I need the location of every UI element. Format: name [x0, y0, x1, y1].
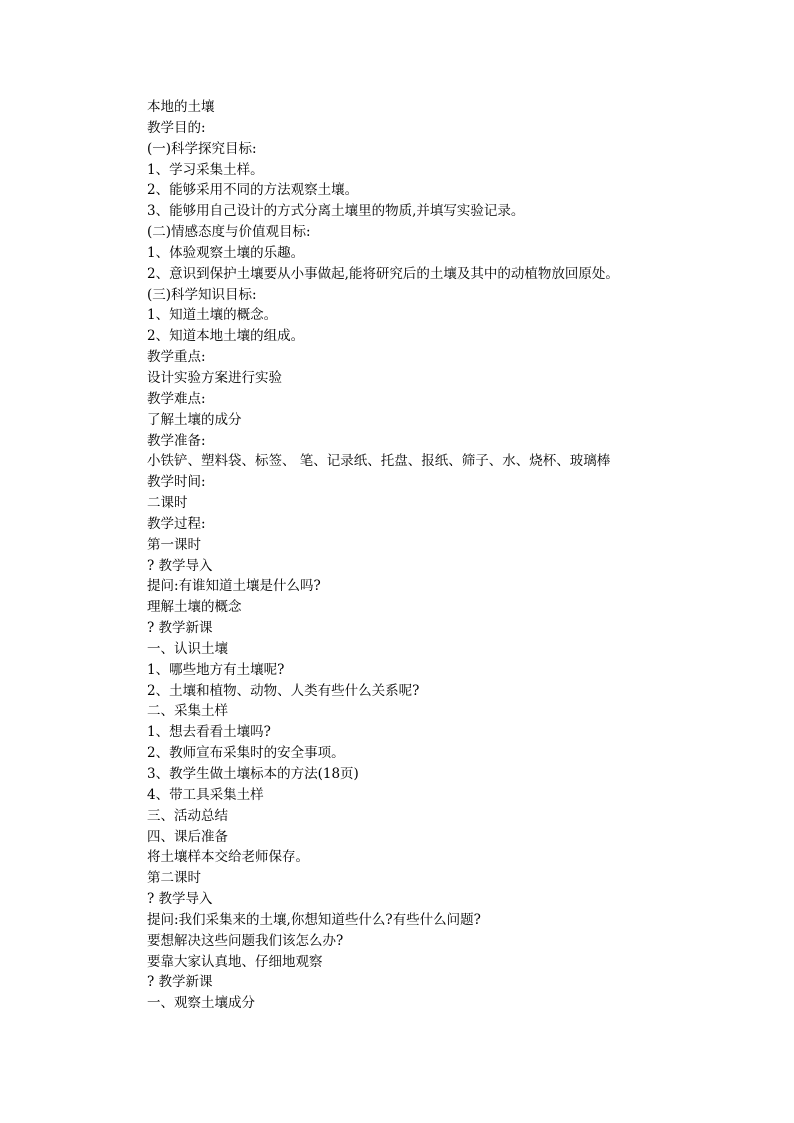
document-line: 3、能够用自己设计的方式分离土壤里的物质,并填写实验记录。	[147, 203, 525, 220]
document-line: 教学过程:	[147, 515, 206, 532]
document-line: 3、教学生做土壤标本的方法(18页)	[147, 766, 359, 782]
document-line: 一、观察土壤成分	[147, 995, 255, 1012]
document-line: 三、活动总结	[147, 807, 228, 824]
document-line: 第二课时	[147, 870, 201, 887]
document-line: 1、学习采集土样。	[147, 161, 264, 178]
document-line: 教学目的:	[147, 119, 206, 136]
document-page	[147, 97, 747, 1014]
document-line: 二、采集土样	[147, 703, 228, 720]
document-line: (一)科学探究目标:	[147, 140, 257, 157]
document-line: 1、体验观察土壤的乐趣。	[147, 244, 305, 261]
document-line: 小铁铲、塑料袋、标签、 笔、记录纸、托盘、报纸、筛子、水、烧杯、玻璃棒	[147, 453, 611, 470]
document-line: 4、带工具采集土样	[147, 786, 264, 803]
document-line: 2、知道本地土壤的组成。	[147, 328, 305, 345]
document-line: (二)情感态度与价值观目标:	[147, 224, 311, 241]
document-line: 一、认识土壤	[147, 640, 228, 657]
document-line: 提问:我们采集来的土壤,你想知道些什么?有些什么问题?	[147, 911, 481, 928]
document-line: ? 教学导入	[147, 891, 213, 908]
document-line: 1、哪些地方有土壤呢?	[147, 661, 285, 678]
document-line: 要靠大家认真地、仔细地观察	[147, 953, 323, 970]
document-line: 四、课后准备	[147, 828, 228, 845]
document-line: 2、能够采用不同的方法观察土壤。	[147, 182, 359, 199]
document-line: 了解土壤的成分	[147, 411, 242, 428]
document-line: 本地的土壤	[147, 99, 215, 115]
document-line: 提问:有谁知道土壤是什么吗?	[147, 578, 321, 595]
document-line: 将土壤样本交给老师保存。	[147, 849, 309, 866]
document-line: 教学时间:	[147, 474, 206, 491]
document-line: ? 教学新课	[147, 620, 213, 637]
document-line: 2、土壤和植物、动物、人类有些什么关系呢?	[147, 682, 420, 699]
document-line: 2、意识到保护土壤要从小事做起,能将研究后的土壤及其中的动植物放回原处。	[147, 265, 619, 282]
document-line: ? 教学新课	[147, 974, 213, 991]
document-line: 要想解决这些问题我们该怎么办?	[147, 932, 344, 949]
document-line: 2、教师宣布采集时的安全事项。	[147, 745, 345, 762]
document-line: 二课时	[147, 495, 188, 512]
document-line: 1、想去看看土壤吗?	[147, 724, 271, 741]
document-line: 教学难点:	[147, 390, 206, 407]
document-line: ? 教学导入	[147, 557, 213, 574]
document-line: (三)科学知识目标:	[147, 286, 257, 303]
document-line: 教学准备:	[147, 432, 206, 449]
document-line: 设计实验方案进行实验	[147, 369, 282, 386]
document-line: 1、知道土壤的概念。	[147, 307, 278, 324]
document-line: 第一课时	[147, 536, 201, 553]
document-line: 理解土壤的概念	[147, 599, 242, 616]
document-line: 教学重点:	[147, 349, 206, 366]
